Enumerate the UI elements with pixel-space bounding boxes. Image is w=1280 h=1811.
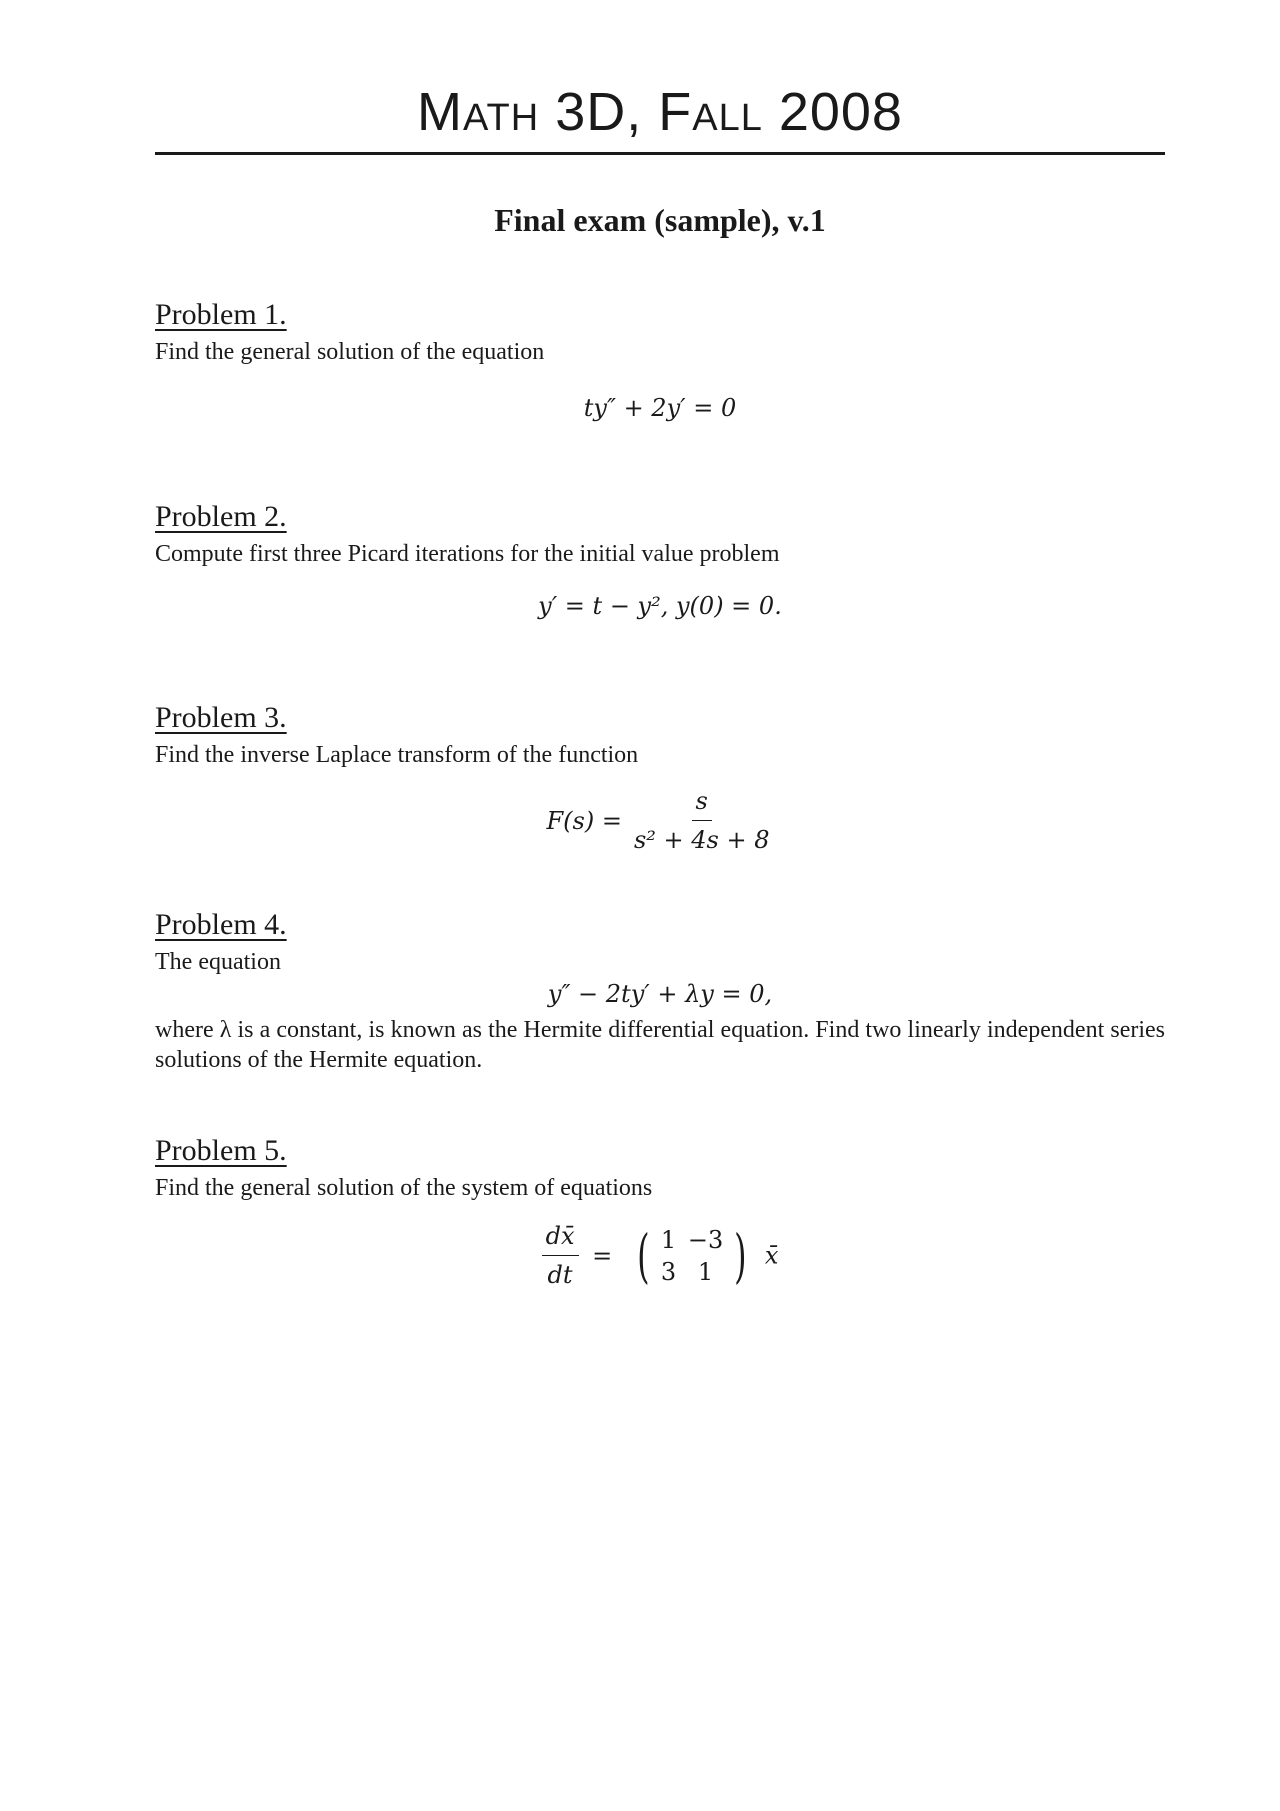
matrix-cell: 1 [697, 1257, 714, 1286]
problem-5-equation-body [542, 1221, 779, 1290]
problem-3-fraction [630, 786, 774, 855]
problem-3-text: Find the inverse Laplace transform of the function [155, 742, 639, 768]
matrix-cell: −3 [687, 1225, 724, 1254]
problem-4-heading: Problem 4. [155, 908, 287, 941]
problem-4-equation [155, 979, 1165, 1009]
problem-2-heading: Problem 2. [155, 500, 287, 533]
course-title: Math 3D, Fall 2008 [417, 82, 903, 142]
problem-1 [155, 297, 1165, 423]
problem-2 [155, 499, 1165, 621]
problem-4-text: The equation [155, 949, 281, 975]
problem-5-numerator: dx̄ [542, 1221, 579, 1256]
problem-5-matrix [632, 1221, 751, 1290]
problem-5 [155, 1133, 1165, 1290]
problem-5-equals: = [592, 1241, 613, 1270]
problem-1-text: Find the general solution of the equation [155, 339, 545, 365]
page-header [155, 82, 1165, 155]
matrix-cell: 1 [660, 1225, 677, 1254]
problem-3-numerator: s [692, 786, 712, 821]
exam-page [155, 0, 1165, 1811]
problem-2-equation-text: y′ = t − y², y(0) = 0. [538, 592, 782, 620]
right-paren: ) [733, 1221, 747, 1290]
problem-4-description: where λ is a constant, is known as the Hermite differential equation. Find two linearly independent series solutions of the Hermite equation. [155, 1017, 1165, 1073]
problem-5-text: Find the general solution of the system of equations [155, 1175, 653, 1201]
problem-1-equation [155, 393, 1165, 423]
problem-5-denominator: dt [547, 1261, 573, 1289]
left-paren: ( [637, 1221, 650, 1290]
problem-5-vector: x̄ [764, 1241, 779, 1270]
problem-4 [155, 907, 1165, 1075]
problem-3-lhs: F(s) = [546, 806, 622, 835]
problem-1-heading: Problem 1. [155, 298, 287, 331]
problem-3 [155, 700, 1165, 855]
problem-3-equation-body [547, 786, 774, 855]
matrix-grid [655, 1225, 729, 1287]
problem-3-denominator: s² + 4s + 8 [633, 826, 770, 854]
problem-3-heading: Problem 3. [155, 701, 287, 734]
problem-5-heading: Problem 5. [155, 1134, 287, 1167]
problem-5-equation [155, 1221, 1165, 1290]
matrix-cell: 3 [660, 1257, 677, 1286]
problem-4-equation-text: y″ − 2ty′ + λy = 0, [547, 980, 773, 1008]
problem-3-equation [155, 786, 1165, 855]
exam-subtitle: Final exam (sample), v.1 [494, 202, 826, 238]
problem-2-text: Compute first three Picard iterations for the initial value problem [155, 541, 780, 567]
problem-2-equation [155, 591, 1165, 621]
problem-1-equation-text: ty″ + 2y′ = 0 [583, 394, 737, 422]
problem-5-derivative [542, 1221, 579, 1290]
